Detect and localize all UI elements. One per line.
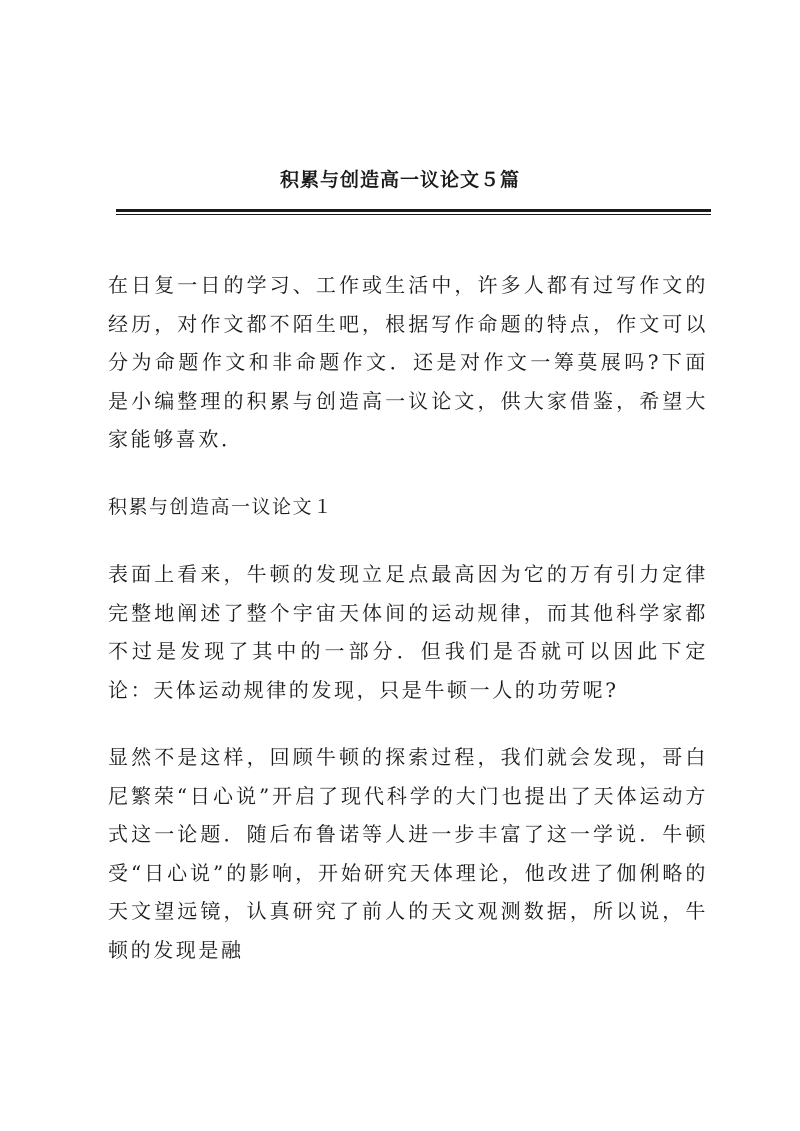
- document-title: 积累与创造高一议论文５篇: [279, 169, 520, 191]
- document-body: [108, 266, 708, 969]
- body-paragraph: 表面上看来，牛顿的发现立足点最高因为它的万有引力定律完整地阐述了整个宇宙天体间的运动规律，而其他科学家都不过是发现了其中的一部分．但我们是否就可以因此下定论：天体运动规律的发现，只是牛顿一人的功劳呢?: [108, 562, 708, 702]
- section-heading: 积累与创造高一议论文１: [108, 495, 334, 518]
- title-underline-thin: [116, 214, 711, 215]
- intro-paragraph: 在日复一日的学习、工作或生活中，许多人都有过写作文的经历，对作文都不陌生吧，根据写作命题的特点，作文可以分为命题作文和非命题作文．还是对作文一筹莫展吗?下面是小编整理的积累与创造高一议论文，供大家借鉴，希望大家能够喜欢．: [108, 273, 708, 451]
- title-underline-thick: [116, 209, 711, 212]
- body-paragraph: 显然不是这样，回顾牛顿的探索过程，我们就会发现，哥白尼繁荣“日心说”开启了现代科学的大门也提出了天体运动方式这一论题．随后布鲁诺等人进一步丰富了这一学说．牛顿受“日心说”的影响，开始研究天体理论，他改进了伽俐略的天文望远镜，认真研究了前人的天文观测数据，所以说，牛顿的发现是融: [108, 745, 708, 962]
